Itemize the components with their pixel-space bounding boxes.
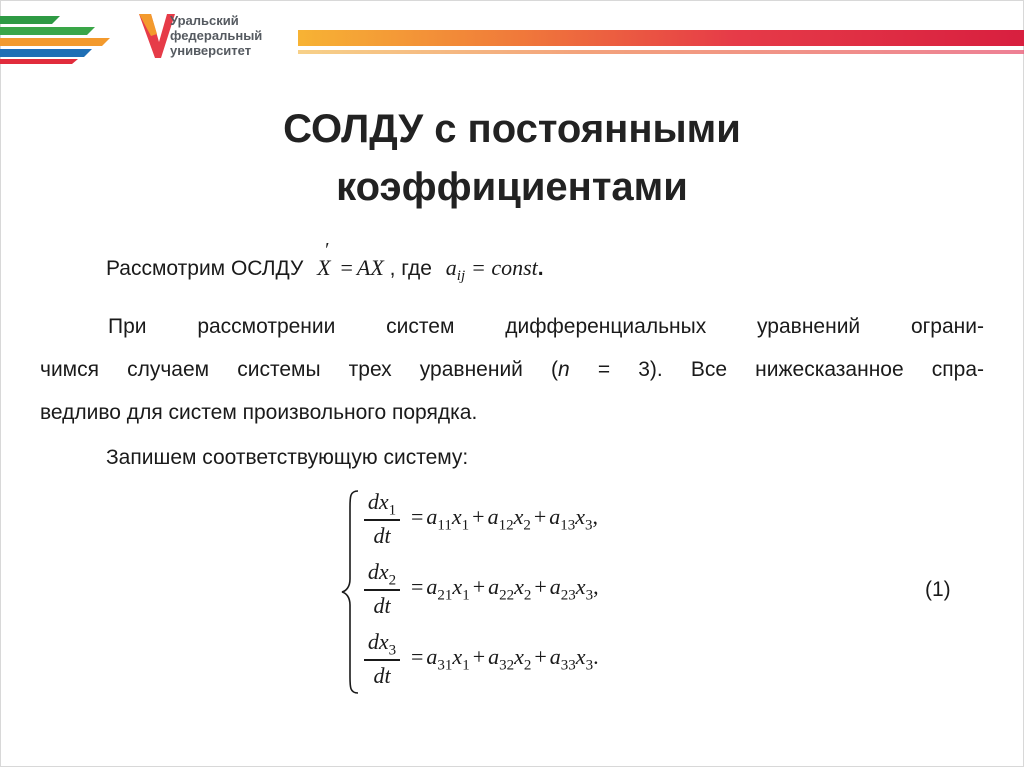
fraction-bar xyxy=(364,659,400,661)
intro-coefficient xyxy=(445,255,538,285)
eq-equals: = xyxy=(340,255,353,280)
equation-number: (1) xyxy=(925,578,951,601)
header-stripes xyxy=(0,16,110,64)
coef-rest: = const xyxy=(470,255,538,280)
paragraph-line-2a: чимся случаем системы трех уравнений ( xyxy=(40,358,559,381)
fraction-bar xyxy=(364,589,400,591)
fraction-numerator: $dx_2$ xyxy=(367,559,397,589)
paragraph-n: n xyxy=(558,358,570,381)
paragraph-line-2 xyxy=(40,348,984,391)
eq-lhs: X xyxy=(317,255,331,280)
fraction-denominator: dt xyxy=(373,523,391,548)
fraction-numerator: $dx_1$ xyxy=(367,489,397,519)
equation-rhs: = $a_{21}x_1 + a_{22}x_2 + a_{23}x_3$, xyxy=(411,574,599,604)
fraction-bar xyxy=(364,519,400,521)
intro-consider: Рассмотрим ОСЛДУ xyxy=(106,257,304,280)
page-title xyxy=(0,100,1024,216)
intro-where: , где xyxy=(389,257,432,280)
fraction-denominator: dt xyxy=(373,663,391,688)
logo-line-3: университет xyxy=(170,43,252,58)
logo-line-2: федеральный xyxy=(170,28,263,43)
intro-period: . xyxy=(537,257,544,280)
write-system-text: Запишем соответствующую систему: xyxy=(106,446,469,469)
title-line-2: коэффициентами xyxy=(336,165,688,209)
paragraph-line-3: ведливо для систем произвольного порядка. xyxy=(40,401,478,424)
left-brace-icon xyxy=(340,487,362,697)
fraction-denominator: dt xyxy=(373,593,391,618)
equation-rhs: = $a_{31}x_1 + a_{32}x_2 + a_{33}x_3$. xyxy=(411,644,599,674)
equation-system xyxy=(340,487,760,697)
coef-base: a xyxy=(445,255,457,280)
university-name xyxy=(170,13,262,58)
eq-rhs: AX xyxy=(356,255,384,280)
header-band-thin xyxy=(298,50,1024,54)
intro-equation xyxy=(317,239,384,281)
header-band xyxy=(298,30,1024,46)
paragraph-line-2b: = 3). Все нижесказанное спра- xyxy=(569,358,985,381)
title-line-1: СОЛДУ с постоянными xyxy=(283,107,741,151)
fraction-numerator: $dx_3$ xyxy=(367,629,397,659)
equation-rhs: = $a_{11}x_1 + a_{12}x_2 + a_{13}x_3$, xyxy=(411,504,599,534)
eq-prime: ′ xyxy=(325,239,330,261)
paragraph-line-1: При рассмотрении систем дифференциальных уравнений ограни- xyxy=(108,315,984,338)
paragraph xyxy=(40,305,984,434)
coef-sub: ij xyxy=(456,268,466,285)
intro-line xyxy=(106,239,544,285)
logo-line-1: Уральский xyxy=(170,13,239,28)
